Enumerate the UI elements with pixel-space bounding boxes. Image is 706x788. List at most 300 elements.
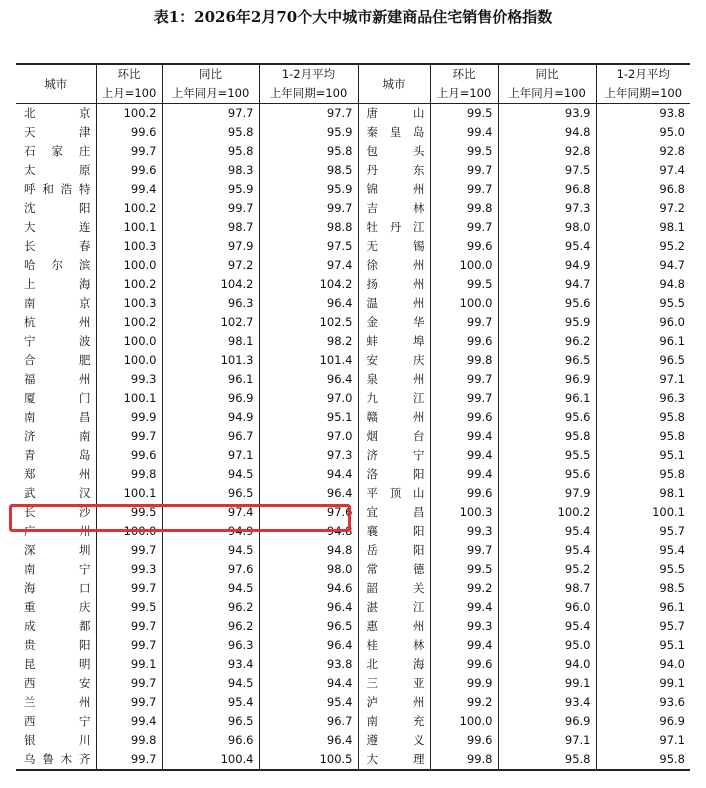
mom-base-header: 上月=100 — [96, 84, 162, 104]
table-row — [16, 218, 690, 237]
mom-cell: 99.7 — [430, 541, 498, 560]
table-row — [16, 256, 690, 275]
yoy-cell: 95.5 — [498, 446, 596, 465]
avg-cell: 95.1 — [259, 408, 358, 427]
mom-cell: 99.7 — [430, 313, 498, 332]
avg-cell: 95.7 — [659, 524, 685, 538]
city-name-cell: 济宁 — [358, 446, 430, 465]
table-row — [16, 465, 690, 484]
avg-cell: 92.8 — [659, 144, 685, 158]
yoy-cell: 96.2 — [162, 617, 259, 636]
avg-cell: 95.8 — [659, 410, 685, 424]
mom-cell: 99.8 — [96, 465, 162, 484]
avg-cell: 96.8 — [659, 182, 685, 196]
page-title: 表1：2026年2月70个大中城市新建商品住宅销售价格指数 — [153, 8, 553, 26]
yoy-cell: 94.9 — [498, 256, 596, 275]
mom-cell: 100.3 — [96, 294, 162, 313]
avg-cell: 96.1 — [659, 334, 685, 348]
city-name-cell: 广州 — [16, 522, 96, 541]
city-name-cell: 韶关 — [358, 579, 430, 598]
avg-cell: 96.0 — [659, 315, 685, 329]
city-name-cell: 包头 — [358, 142, 430, 161]
city-name-cell: 牡丹江 — [358, 218, 430, 237]
avg-cell: 95.5 — [659, 296, 685, 310]
city-name-cell: 泉州 — [358, 370, 430, 389]
avg-cell: 95.9 — [259, 123, 358, 142]
avg-cell: 95.5 — [659, 562, 685, 576]
avg-cell: 98.8 — [259, 218, 358, 237]
table-row — [16, 731, 690, 750]
yoy-cell: 95.9 — [498, 313, 596, 332]
avg-cell: 95.8 — [596, 750, 690, 770]
yoy-cell: 96.0 — [498, 598, 596, 617]
city-name-cell: 长春 — [16, 237, 96, 256]
avg-cell: 97.2 — [659, 201, 685, 215]
avg-cell: 96.9 — [659, 714, 685, 728]
city-name-cell: 蚌埠 — [358, 332, 430, 351]
avg-cell: 97.3 — [259, 446, 358, 465]
mom-cell: 99.6 — [430, 237, 498, 256]
avg-cell: 94.4 — [259, 465, 358, 484]
mom-cell: 100.2 — [96, 199, 162, 218]
mom-cell: 99.6 — [430, 655, 498, 674]
yoy-cell: 93.4 — [498, 693, 596, 712]
avg-cell: 95.8 — [659, 467, 685, 481]
avg-cell: 100.1 — [652, 505, 685, 519]
city-name-cell: 昆明 — [16, 655, 96, 674]
avg-cell: 94.7 — [659, 258, 685, 272]
avg-cell: 96.4 — [259, 598, 358, 617]
avg-cell: 102.5 — [259, 313, 358, 332]
yoy-cell: 100.2 — [498, 503, 596, 522]
city-name-cell: 西安 — [16, 674, 96, 693]
avg-cell: 94.8 — [659, 277, 685, 291]
yoy-cell: 95.4 — [498, 522, 596, 541]
city-name-cell: 南京 — [16, 294, 96, 313]
mom-cell: 99.3 — [430, 522, 498, 541]
yoy-cell: 95.0 — [498, 636, 596, 655]
avg-cell: 96.4 — [259, 484, 358, 503]
yoy-cell: 95.4 — [498, 237, 596, 256]
yoy-base-header: 上年同月=100 — [162, 84, 259, 104]
mom-header: 环比 — [430, 64, 498, 84]
mom-cell: 99.4 — [96, 180, 162, 199]
avg-cell: 97.4 — [259, 256, 358, 275]
yoy-cell: 97.1 — [498, 731, 596, 750]
city-name-cell: 九江 — [358, 389, 430, 408]
yoy-cell: 99.7 — [162, 199, 259, 218]
city-name-cell: 北京 — [16, 104, 96, 124]
city-name-cell: 金华 — [358, 313, 430, 332]
yoy-cell: 95.4 — [498, 617, 596, 636]
avg-header: 1-2月平均 — [596, 64, 690, 84]
yoy-cell: 95.6 — [498, 408, 596, 427]
table-row — [16, 579, 690, 598]
yoy-cell: 96.2 — [162, 598, 259, 617]
yoy-cell: 96.1 — [498, 389, 596, 408]
city-name-cell: 安庆 — [358, 351, 430, 370]
yoy-cell: 96.1 — [162, 370, 259, 389]
yoy-cell: 97.7 — [162, 104, 259, 124]
avg-cell: 101.4 — [259, 351, 358, 370]
city-name-cell: 杭州 — [16, 313, 96, 332]
yoy-cell: 94.5 — [162, 674, 259, 693]
city-name-cell: 秦皇岛 — [358, 123, 430, 142]
table-row — [16, 674, 690, 693]
mom-cell: 99.4 — [430, 465, 498, 484]
yoy-cell: 95.4 — [498, 541, 596, 560]
yoy-cell: 99.1 — [498, 674, 596, 693]
avg-cell: 93.8 — [659, 106, 685, 120]
city-name-cell: 泸州 — [358, 693, 430, 712]
price-index-table — [16, 63, 690, 771]
mom-cell: 100.0 — [430, 294, 498, 313]
mom-cell: 99.7 — [96, 617, 162, 636]
yoy-cell: 101.3 — [162, 351, 259, 370]
city-name-cell: 三亚 — [358, 674, 430, 693]
city-name-cell: 烟台 — [358, 427, 430, 446]
yoy-cell: 97.2 — [162, 256, 259, 275]
mom-cell: 99.7 — [96, 750, 162, 770]
table-row — [16, 484, 690, 503]
yoy-cell: 95.2 — [498, 560, 596, 579]
avg-cell: 97.6 — [259, 503, 358, 522]
city-name-cell: 岳阳 — [358, 541, 430, 560]
avg-base-header: 上年同期=100 — [596, 84, 690, 104]
mom-cell: 99.6 — [430, 484, 498, 503]
yoy-cell: 96.2 — [498, 332, 596, 351]
avg-cell: 95.0 — [659, 125, 685, 139]
mom-cell: 99.3 — [430, 617, 498, 636]
city-name-cell: 大理 — [358, 750, 430, 770]
city-name-cell: 重庆 — [16, 598, 96, 617]
city-name-cell: 兰州 — [16, 693, 96, 712]
avg-cell: 95.7 — [659, 619, 685, 633]
city-name-cell: 成都 — [16, 617, 96, 636]
avg-cell: 97.1 — [659, 372, 685, 386]
mom-cell: 99.7 — [96, 636, 162, 655]
yoy-cell: 98.7 — [162, 218, 259, 237]
city-name-cell: 扬州 — [358, 275, 430, 294]
mom-cell: 99.7 — [430, 218, 498, 237]
mom-cell: 99.4 — [430, 123, 498, 142]
avg-cell: 95.9 — [259, 180, 358, 199]
mom-cell: 99.5 — [430, 275, 498, 294]
mom-cell: 100.0 — [96, 351, 162, 370]
avg-cell: 96.4 — [259, 731, 358, 750]
header-row — [16, 64, 690, 84]
yoy-cell: 102.7 — [162, 313, 259, 332]
avg-cell: 97.7 — [259, 104, 358, 124]
mom-cell: 99.9 — [96, 408, 162, 427]
avg-cell: 96.1 — [659, 600, 685, 614]
table-row — [16, 313, 690, 332]
mom-cell: 99.2 — [430, 579, 498, 598]
mom-cell: 99.8 — [430, 351, 498, 370]
yoy-cell: 95.8 — [162, 142, 259, 161]
city-name-cell: 西宁 — [16, 712, 96, 731]
city-header: 城市 — [358, 64, 430, 104]
avg-cell: 97.0 — [259, 389, 358, 408]
avg-cell: 94.6 — [259, 579, 358, 598]
mom-cell: 99.6 — [96, 123, 162, 142]
city-name-cell: 天津 — [16, 123, 96, 142]
city-name-cell: 福州 — [16, 370, 96, 389]
mom-cell: 99.6 — [430, 731, 498, 750]
yoy-cell: 96.9 — [498, 712, 596, 731]
table-row — [16, 636, 690, 655]
mom-cell: 100.0 — [96, 522, 162, 541]
yoy-cell: 94.7 — [498, 275, 596, 294]
city-name-cell: 长沙 — [16, 503, 96, 522]
city-name-cell: 徐州 — [358, 256, 430, 275]
avg-cell: 98.1 — [659, 486, 685, 500]
mom-cell: 100.3 — [96, 237, 162, 256]
avg-cell: 96.4 — [259, 294, 358, 313]
table-body — [16, 104, 690, 771]
table-row — [16, 750, 690, 770]
city-name-cell: 北海 — [358, 655, 430, 674]
mom-cell: 99.8 — [430, 199, 498, 218]
mom-cell: 99.4 — [430, 427, 498, 446]
mom-cell: 99.7 — [430, 389, 498, 408]
avg-header: 1-2月平均 — [259, 64, 358, 84]
mom-cell: 100.0 — [430, 256, 498, 275]
mom-cell: 99.6 — [96, 446, 162, 465]
avg-cell: 98.5 — [259, 161, 358, 180]
table-row — [16, 389, 690, 408]
yoy-cell: 93.9 — [498, 104, 596, 124]
avg-cell: 96.3 — [659, 391, 685, 405]
table-row — [16, 408, 690, 427]
city-name-cell: 桂林 — [358, 636, 430, 655]
yoy-cell: 98.7 — [498, 579, 596, 598]
mom-cell: 100.1 — [96, 484, 162, 503]
mom-cell: 100.3 — [430, 503, 498, 522]
yoy-cell: 95.9 — [162, 180, 259, 199]
table-row — [16, 123, 690, 142]
yoy-cell: 94.5 — [162, 579, 259, 598]
mom-cell: 99.5 — [96, 598, 162, 617]
yoy-cell: 98.3 — [162, 161, 259, 180]
table-row — [16, 199, 690, 218]
city-name-cell: 宜昌 — [358, 503, 430, 522]
mom-cell: 99.5 — [430, 560, 498, 579]
avg-cell: 96.5 — [259, 617, 358, 636]
base-header-row — [16, 84, 690, 104]
city-name-cell: 郑州 — [16, 465, 96, 484]
highlight-box — [9, 504, 351, 532]
yoy-cell: 97.1 — [162, 446, 259, 465]
city-name-cell: 合肥 — [16, 351, 96, 370]
mom-cell: 99.7 — [96, 541, 162, 560]
yoy-cell: 96.9 — [498, 370, 596, 389]
yoy-header: 同比 — [498, 64, 596, 84]
yoy-cell: 100.4 — [162, 750, 259, 770]
table-row — [16, 275, 690, 294]
yoy-cell: 94.5 — [162, 465, 259, 484]
avg-cell: 96.5 — [659, 353, 685, 367]
city-name-cell: 唐山 — [358, 104, 430, 124]
mom-cell: 100.1 — [96, 389, 162, 408]
avg-cell: 96.4 — [259, 636, 358, 655]
avg-cell: 95.4 — [659, 543, 685, 557]
yoy-cell: 94.9 — [162, 522, 259, 541]
table-row — [16, 598, 690, 617]
mom-cell: 99.4 — [430, 598, 498, 617]
city-name-cell: 南昌 — [16, 408, 96, 427]
mom-cell: 99.4 — [430, 636, 498, 655]
yoy-cell: 104.2 — [162, 275, 259, 294]
avg-cell: 97.0 — [259, 427, 358, 446]
yoy-cell: 97.9 — [498, 484, 596, 503]
avg-cell: 95.8 — [659, 429, 685, 443]
city-name-cell: 吉林 — [358, 199, 430, 218]
mom-cell: 99.6 — [96, 161, 162, 180]
city-name-cell: 无锡 — [358, 237, 430, 256]
avg-cell: 94.8 — [259, 522, 358, 541]
yoy-cell: 96.9 — [162, 389, 259, 408]
avg-cell: 99.7 — [259, 199, 358, 218]
table-row — [16, 161, 690, 180]
mom-cell: 100.2 — [96, 275, 162, 294]
mom-cell: 99.4 — [96, 712, 162, 731]
table-row — [16, 693, 690, 712]
city-name-cell: 大连 — [16, 218, 96, 237]
yoy-cell: 95.8 — [498, 750, 596, 770]
city-name-cell: 济南 — [16, 427, 96, 446]
city-name-cell: 哈尔滨 — [16, 256, 96, 275]
city-name-cell: 南宁 — [16, 560, 96, 579]
yoy-cell: 98.1 — [162, 332, 259, 351]
city-name-cell: 赣州 — [358, 408, 430, 427]
yoy-cell: 96.5 — [498, 351, 596, 370]
yoy-cell: 97.4 — [162, 503, 259, 522]
avg-cell: 95.8 — [259, 142, 358, 161]
mom-cell: 99.3 — [96, 370, 162, 389]
yoy-cell: 96.5 — [162, 712, 259, 731]
mom-cell: 99.6 — [430, 332, 498, 351]
city-name-cell: 常德 — [358, 560, 430, 579]
mom-cell: 99.7 — [96, 693, 162, 712]
avg-cell: 98.2 — [259, 332, 358, 351]
city-name-cell: 温州 — [358, 294, 430, 313]
avg-cell: 93.8 — [259, 655, 358, 674]
avg-cell: 94.0 — [659, 657, 685, 671]
avg-cell: 97.1 — [659, 733, 685, 747]
city-name-cell: 湛江 — [358, 598, 430, 617]
city-name-cell: 宁波 — [16, 332, 96, 351]
yoy-cell: 94.9 — [162, 408, 259, 427]
yoy-cell: 95.8 — [498, 427, 596, 446]
mom-cell: 100.1 — [96, 218, 162, 237]
mom-cell: 100.0 — [430, 712, 498, 731]
mom-cell: 99.7 — [96, 142, 162, 161]
yoy-cell: 98.0 — [498, 218, 596, 237]
yoy-cell: 97.3 — [498, 199, 596, 218]
city-name-cell: 贵阳 — [16, 636, 96, 655]
yoy-cell: 97.9 — [162, 237, 259, 256]
table-row — [16, 712, 690, 731]
mom-cell: 100.0 — [96, 256, 162, 275]
mom-cell: 99.4 — [430, 446, 498, 465]
mom-cell: 99.6 — [430, 408, 498, 427]
city-name-cell: 遵义 — [358, 731, 430, 750]
yoy-cell: 97.5 — [498, 161, 596, 180]
table-row — [16, 370, 690, 389]
yoy-cell: 92.8 — [498, 142, 596, 161]
table-row — [16, 541, 690, 560]
avg-base-header: 上年同期=100 — [259, 84, 358, 104]
mom-cell: 99.7 — [430, 370, 498, 389]
city-name-cell: 太原 — [16, 161, 96, 180]
city-name-cell: 海口 — [16, 579, 96, 598]
city-name-cell: 南充 — [358, 712, 430, 731]
city-name-cell: 襄阳 — [358, 522, 430, 541]
yoy-cell: 93.4 — [162, 655, 259, 674]
mom-cell: 99.5 — [430, 104, 498, 124]
yoy-header: 同比 — [162, 64, 259, 84]
avg-cell: 96.4 — [259, 370, 358, 389]
city-header: 城市 — [16, 64, 96, 104]
yoy-cell: 96.7 — [162, 427, 259, 446]
avg-cell: 98.0 — [259, 560, 358, 579]
yoy-cell: 95.6 — [498, 465, 596, 484]
table-row — [16, 446, 690, 465]
table-row — [16, 180, 690, 199]
avg-cell: 95.4 — [259, 693, 358, 712]
table-row — [16, 427, 690, 446]
yoy-cell: 96.3 — [162, 294, 259, 313]
mom-cell: 100.2 — [96, 313, 162, 332]
yoy-cell: 96.8 — [498, 180, 596, 199]
table-row — [16, 332, 690, 351]
avg-cell: 95.1 — [659, 448, 685, 462]
avg-cell: 95.1 — [659, 638, 685, 652]
mom-cell: 100.2 — [96, 104, 162, 124]
mom-cell: 100.0 — [96, 332, 162, 351]
table-row — [16, 560, 690, 579]
city-name-cell: 惠州 — [358, 617, 430, 636]
yoy-cell: 97.6 — [162, 560, 259, 579]
yoy-cell: 94.8 — [498, 123, 596, 142]
mom-base-header: 上月=100 — [430, 84, 498, 104]
table-row — [16, 142, 690, 161]
mom-cell: 99.1 — [96, 655, 162, 674]
mom-cell: 99.8 — [96, 731, 162, 750]
city-name-cell: 沈阳 — [16, 199, 96, 218]
city-name-cell: 青岛 — [16, 446, 96, 465]
table-row — [16, 104, 690, 124]
avg-cell: 99.1 — [659, 676, 685, 690]
table-row — [16, 351, 690, 370]
yoy-cell: 95.4 — [162, 693, 259, 712]
mom-cell: 99.7 — [96, 674, 162, 693]
avg-cell: 96.7 — [259, 712, 358, 731]
avg-cell: 94.4 — [259, 674, 358, 693]
yoy-cell: 96.5 — [162, 484, 259, 503]
city-name-cell: 锦州 — [358, 180, 430, 199]
table-row — [16, 655, 690, 674]
mom-cell: 99.7 — [96, 579, 162, 598]
city-name-cell: 乌鲁木齐 — [16, 750, 96, 770]
city-name-cell: 石家庄 — [16, 142, 96, 161]
city-name-cell: 银川 — [16, 731, 96, 750]
yoy-cell: 94.0 — [498, 655, 596, 674]
mom-cell: 99.5 — [96, 503, 162, 522]
city-name-cell: 洛阳 — [358, 465, 430, 484]
avg-cell: 93.6 — [659, 695, 685, 709]
